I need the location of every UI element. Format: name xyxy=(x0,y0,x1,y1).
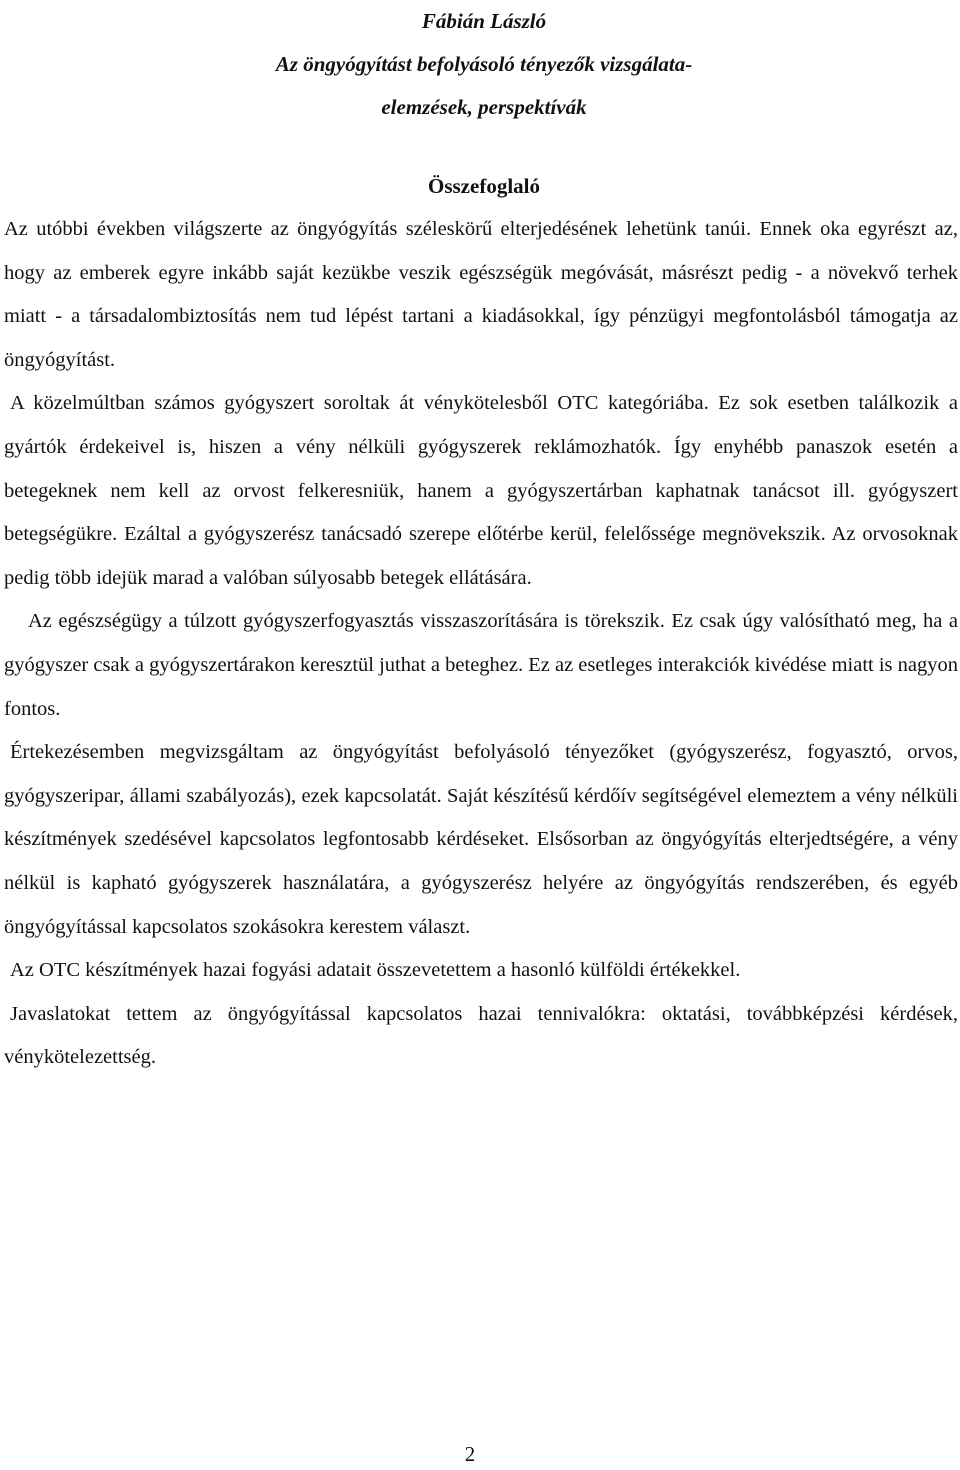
title-block xyxy=(0,0,960,129)
title-line-2: elemzések, perspektívák xyxy=(381,95,587,119)
author-name: Fábián László xyxy=(421,9,547,33)
paragraph-1: Az utóbbi években világszerte az öngyógyítás széleskörű elterjedésének lehetünk tanúi. Ennek oka egyrészt az, hogy az emberek egyre inkább saját kezükbe veszik egészségük megóvását, másrészt pedig - a növekvő terhek miatt - a társadalombiztosítás nem tud lépést tartani a kiadásokkal, így pénzügyi megfontolásból támogatja az öngyógyítást. xyxy=(4,218,958,371)
page-number: 2 xyxy=(464,1442,476,1466)
summary-heading: Összefoglaló xyxy=(428,174,540,198)
paragraph-6: Javaslatokat tettem az öngyógyítással kapcsolatos hazai tennivalókra: oktatási, továbbképzési kérdések, vénykötelezettség. xyxy=(4,1002,958,1069)
paragraph-5: Az OTC készítmények hazai fogyási adatait összevetettem a hasonló külföldi értékekkel. xyxy=(10,959,741,982)
paragraph-4: Értekezésemben megvizsgáltam az öngyógyítást befolyásoló tényezőket (gyógyszerész, fogyasztó, orvos, gyógyszeripar, állami szabályozás), ezek kapcsolatát. Saját készítésű kérdőív segítségével elemeztem a vény nélküli készítmények szedésével kapcsolatos legfontosabb kérdéseket. Elsősorban az öngyógyítás elterjedtségére, a vény nélkül is kapható gyógyszerek használatára, a gyógyszerész helyére az öngyógyítás rendszerében, és egyéb öngyógyítással kapcsolatos szokásokra kerestem választ. xyxy=(4,741,958,938)
paragraph-3: Az egészségügy a túlzott gyógyszerfogyasztás visszaszorítására is törekszik. Ez csak úgy valósítható meg, ha a gyógyszer csak a gyógyszertárakon keresztül juthat a beteghez. Ez az esetleges interakciók kivédése miatt is nagyon fontos. xyxy=(4,610,959,720)
title-line-1: Az öngyógyítást befolyásoló tényezők vizsgálata- xyxy=(275,52,693,76)
summary-body xyxy=(4,208,958,1080)
paragraph-2: A közelmúltban számos gyógyszert soroltak át vénykötelesből OTC kategóriába. Ez sok esetben találkozik a gyártók érdekeivel is, hiszen a vény nélküli gyógyszerek reklámozhatók. Így enyhébb panaszok esetén a betegeknek nem kell az orvost felkeresniük, hanem a gyógyszertárban kaphatnak tanácsot ill. gyógyszert betegségükre. Ezáltal a gyógyszerész tanácsadó szerepe előtérbe kerül, felelőssége megnövekszik. Az orvosoknak pedig több idejük marad a valóban súlyosabb betegek ellátására. xyxy=(4,392,958,589)
